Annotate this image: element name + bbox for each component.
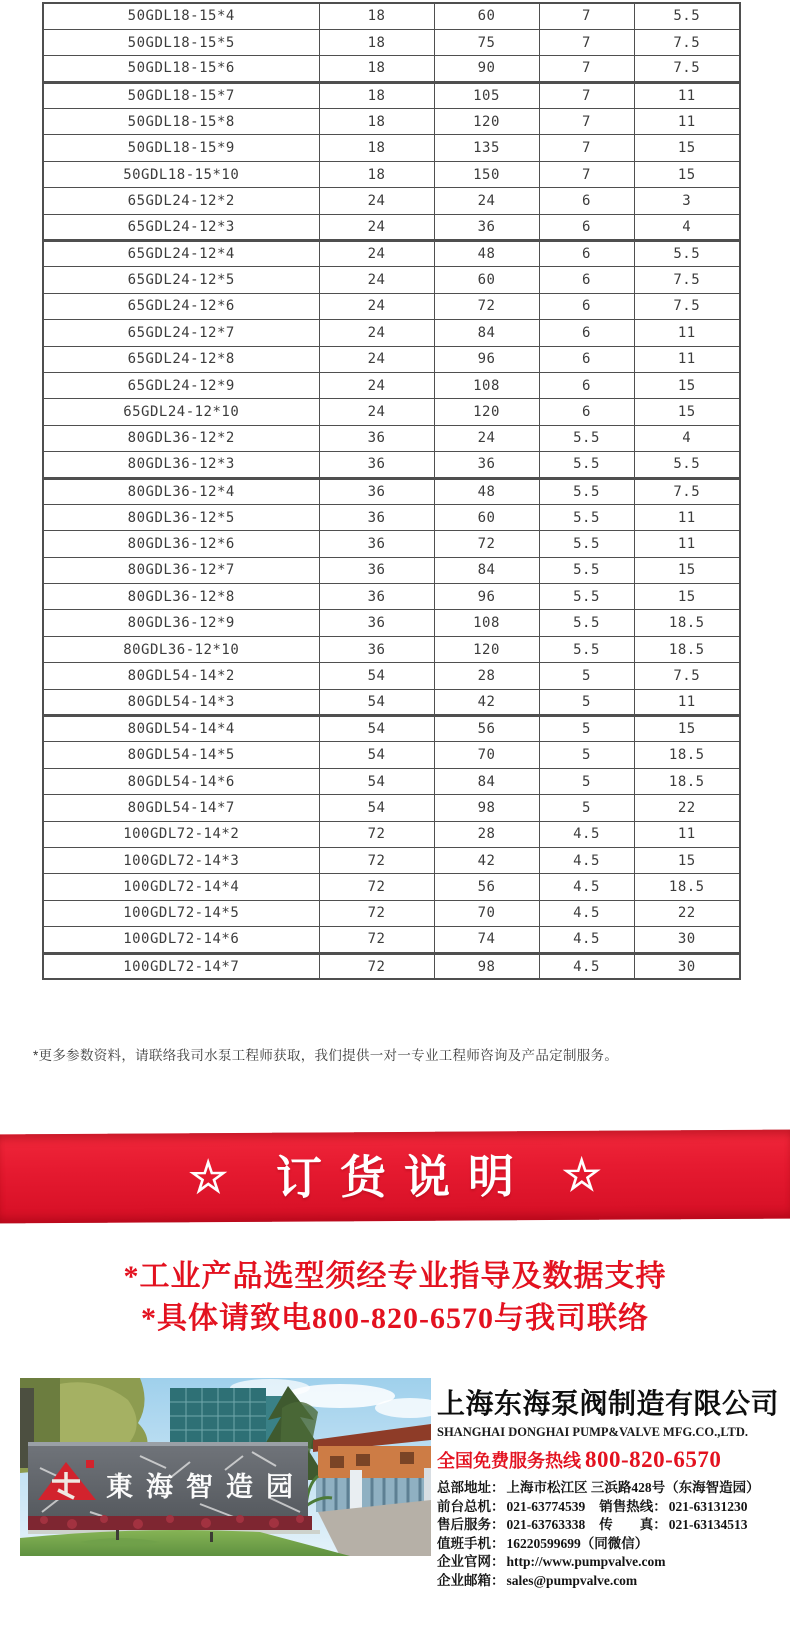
table-row [43, 848, 740, 874]
table-row [43, 584, 740, 610]
hotline-number: 800-820-6570 [585, 1447, 722, 1472]
table-cell: 15 [634, 399, 740, 425]
factory-photo-graphic [20, 1378, 431, 1556]
table-cell: 80GDL54-14*7 [43, 795, 319, 821]
table-cell: 7.5 [634, 663, 740, 689]
sign-text: 東海智造园 [106, 1472, 306, 1502]
table-row [43, 742, 740, 768]
table-cell: 4.5 [539, 874, 634, 900]
table-cell: 22 [634, 900, 740, 926]
contact-line [437, 1479, 787, 1498]
table-cell: 105 [434, 82, 539, 108]
contact-line [437, 1572, 787, 1591]
notice-block [0, 1256, 790, 1340]
contact-lines [437, 1479, 787, 1590]
table-cell: 98 [434, 795, 539, 821]
table-cell: 120 [434, 636, 539, 662]
table-cell: 65GDL24-12*4 [43, 241, 319, 267]
table-cell: 15 [634, 557, 740, 583]
notice-line: *具体请致电800-820-6570与我司联络 [141, 1302, 649, 1335]
table-row [43, 346, 740, 372]
table-cell: 56 [434, 874, 539, 900]
table-cell: 60 [434, 267, 539, 293]
table-cell: 7 [539, 109, 634, 135]
table-cell: 11 [634, 531, 740, 557]
table-cell: 24 [319, 188, 434, 214]
contact-value: 021-63131230 [668, 1498, 748, 1514]
table-row [43, 399, 740, 425]
contact-line [437, 1553, 787, 1572]
table-cell: 7.5 [634, 29, 740, 55]
table-cell: 36 [319, 452, 434, 478]
table-cell: 70 [434, 900, 539, 926]
table-cell: 5 [539, 768, 634, 794]
table-row [43, 689, 740, 715]
table-cell: 96 [434, 346, 539, 372]
table-row [43, 795, 740, 821]
website-link[interactable]: http://www.pumpvalve.com [506, 1554, 666, 1569]
table-cell: 65GDL24-12*9 [43, 372, 319, 398]
table-cell: 65GDL24-12*8 [43, 346, 319, 372]
table-cell: 54 [319, 716, 434, 742]
table-cell: 80GDL54-14*4 [43, 716, 319, 742]
table-cell: 4.5 [539, 848, 634, 874]
star-icon: ☆ [561, 1150, 602, 1200]
table-cell: 72 [319, 874, 434, 900]
table-cell: 120 [434, 109, 539, 135]
table-cell: 5.5 [539, 584, 634, 610]
contact-label: 售后服务： [437, 1517, 505, 1532]
table-cell: 6 [539, 188, 634, 214]
contact-pair [437, 1480, 760, 1495]
table-cell: 18 [319, 29, 434, 55]
table-cell: 42 [434, 848, 539, 874]
table-cell: 11 [634, 109, 740, 135]
table-cell: 5.5 [539, 504, 634, 530]
table-cell: 50GDL18-15*5 [43, 29, 319, 55]
hotline-label: 全国免费服务热线 [437, 1451, 581, 1471]
table-cell: 18.5 [634, 874, 740, 900]
table-cell: 24 [319, 241, 434, 267]
table-cell: 6 [539, 399, 634, 425]
table-cell: 7 [539, 82, 634, 108]
table-cell: 80GDL36-12*8 [43, 584, 319, 610]
contact-pair [599, 1517, 747, 1532]
table-cell: 5 [539, 689, 634, 715]
table-cell: 18.5 [634, 768, 740, 794]
table-cell: 24 [434, 425, 539, 451]
table-row [43, 478, 740, 504]
table-cell: 24 [319, 267, 434, 293]
order-banner [0, 1130, 790, 1224]
table-cell: 6 [539, 320, 634, 346]
table-cell: 84 [434, 320, 539, 346]
table-cell: 70 [434, 742, 539, 768]
table-cell: 108 [434, 372, 539, 398]
table-row [43, 372, 740, 398]
table-row [43, 56, 740, 82]
table-cell: 11 [634, 346, 740, 372]
table-cell: 100GDL72-14*6 [43, 927, 319, 953]
table-cell: 24 [319, 346, 434, 372]
contact-value: 021-63763338 [506, 1517, 586, 1532]
table-cell: 96 [434, 584, 539, 610]
table-cell: 24 [319, 214, 434, 240]
table-row [43, 293, 740, 319]
contact-pair [437, 1517, 585, 1532]
table-cell: 15 [634, 716, 740, 742]
table-cell: 4.5 [539, 953, 634, 979]
banner-title: 订货说明 [275, 1149, 533, 1204]
table-cell: 80GDL54-14*2 [43, 663, 319, 689]
table-row [43, 135, 740, 161]
table-cell: 18 [319, 3, 434, 29]
table-cell: 18.5 [634, 742, 740, 768]
table-cell: 5 [539, 716, 634, 742]
table-cell: 5.5 [539, 425, 634, 451]
table-cell: 5.5 [634, 452, 740, 478]
table-cell: 42 [434, 689, 539, 715]
table-cell: 24 [434, 188, 539, 214]
table-cell: 80GDL36-12*7 [43, 557, 319, 583]
contact-label: 值班手机： [437, 1535, 505, 1551]
table-cell: 36 [319, 636, 434, 662]
table-cell: 54 [319, 689, 434, 715]
contact-value: 021-63774539 [506, 1498, 586, 1514]
table-cell: 36 [319, 478, 434, 504]
table-cell: 80GDL36-12*10 [43, 636, 319, 662]
contact-label: 总部地址： [437, 1480, 505, 1495]
table-cell: 80GDL54-14*5 [43, 742, 319, 768]
table-cell: 50GDL18-15*8 [43, 109, 319, 135]
table-cell: 120 [434, 399, 539, 425]
table-cell: 72 [319, 848, 434, 874]
table-cell: 74 [434, 927, 539, 953]
contact-label: 企业邮箱： [437, 1572, 505, 1588]
table-cell: 7.5 [634, 478, 740, 504]
table-cell: 36 [319, 531, 434, 557]
table-cell: 5 [539, 742, 634, 768]
contact-line [437, 1516, 787, 1535]
table-cell: 72 [319, 953, 434, 979]
table-row [43, 610, 740, 636]
table-cell: 36 [319, 557, 434, 583]
table-cell: 100GDL72-14*5 [43, 900, 319, 926]
table-cell: 90 [434, 56, 539, 82]
email-link[interactable]: sales@pumpvalve.com [506, 1572, 638, 1588]
table-cell: 80GDL54-14*3 [43, 689, 319, 715]
table-row [43, 29, 740, 55]
table-cell: 5.5 [539, 478, 634, 504]
table-row [43, 900, 740, 926]
table-cell: 24 [319, 293, 434, 319]
table-cell: 30 [634, 953, 740, 979]
table-cell: 80GDL36-12*2 [43, 425, 319, 451]
table-cell: 7.5 [634, 267, 740, 293]
table-cell: 100GDL72-14*2 [43, 821, 319, 847]
table-cell: 28 [434, 663, 539, 689]
table-row [43, 636, 740, 662]
table-cell: 65GDL24-12*10 [43, 399, 319, 425]
table-cell: 28 [434, 821, 539, 847]
table-cell: 72 [319, 900, 434, 926]
table-cell: 6 [539, 346, 634, 372]
table-cell: 80GDL36-12*9 [43, 610, 319, 636]
table-cell: 18 [319, 161, 434, 187]
table-row [43, 927, 740, 953]
table-cell: 135 [434, 135, 539, 161]
service-hotline [437, 1447, 787, 1473]
factory-photo [20, 1378, 431, 1556]
table-cell: 75 [434, 29, 539, 55]
table-cell: 36 [319, 584, 434, 610]
table-row [43, 874, 740, 900]
table-cell: 22 [634, 795, 740, 821]
contact-pair [437, 1536, 648, 1551]
contact-value: 16220599699（同微信） [506, 1535, 649, 1551]
table-cell: 80GDL36-12*6 [43, 531, 319, 557]
table-cell: 4.5 [539, 927, 634, 953]
table-cell: 7 [539, 29, 634, 55]
company-name-en: SHANGHAI DONGHAI PUMP&VALVE MFG.CO.,LTD. [437, 1425, 749, 1439]
table-cell: 6 [539, 372, 634, 398]
table-cell: 65GDL24-12*6 [43, 293, 319, 319]
star-icon: ☆ [188, 1152, 229, 1202]
table-cell: 65GDL24-12*2 [43, 188, 319, 214]
table-cell: 15 [634, 848, 740, 874]
table-cell: 50GDL18-15*4 [43, 3, 319, 29]
table-cell: 84 [434, 557, 539, 583]
table-cell: 50GDL18-15*7 [43, 82, 319, 108]
table-row [43, 82, 740, 108]
table-cell: 80GDL36-12*5 [43, 504, 319, 530]
table-cell: 36 [319, 504, 434, 530]
table-cell: 6 [539, 214, 634, 240]
table-cell: 100GDL72-14*4 [43, 874, 319, 900]
table-cell: 5.5 [539, 557, 634, 583]
table-cell: 18 [319, 82, 434, 108]
table-row [43, 504, 740, 530]
table-row [43, 531, 740, 557]
table-row [43, 320, 740, 346]
table-cell: 98 [434, 953, 539, 979]
notice-line: *工业产品选型须经专业指导及数据支持 [123, 1260, 667, 1293]
table-cell: 100GDL72-14*3 [43, 848, 319, 874]
table-cell: 15 [634, 372, 740, 398]
table-cell: 18 [319, 56, 434, 82]
table-row [43, 109, 740, 135]
table-row [43, 214, 740, 240]
table-cell: 15 [634, 161, 740, 187]
table-row [43, 821, 740, 847]
table-cell: 5.5 [539, 531, 634, 557]
contact-pair [599, 1499, 747, 1514]
table-row [43, 188, 740, 214]
table-cell: 60 [434, 3, 539, 29]
table-cell: 54 [319, 742, 434, 768]
table-row [43, 452, 740, 478]
table-cell: 48 [434, 478, 539, 504]
table-row [43, 768, 740, 794]
table-cell: 50GDL18-15*10 [43, 161, 319, 187]
table-cell: 7 [539, 56, 634, 82]
table-cell: 7.5 [634, 56, 740, 82]
table-row [43, 241, 740, 267]
table-cell: 65GDL24-12*3 [43, 214, 319, 240]
table-cell: 50GDL18-15*9 [43, 135, 319, 161]
spec-table-body [43, 3, 740, 979]
table-cell: 7 [539, 135, 634, 161]
table-cell: 6 [539, 293, 634, 319]
table-cell: 150 [434, 161, 539, 187]
table-cell: 30 [634, 927, 740, 953]
table-cell: 65GDL24-12*7 [43, 320, 319, 346]
contact-value: 021-63134513 [668, 1517, 748, 1532]
table-cell: 18.5 [634, 636, 740, 662]
table-cell: 24 [319, 372, 434, 398]
table-cell: 7 [539, 161, 634, 187]
table-cell: 80GDL36-12*3 [43, 452, 319, 478]
table-cell: 54 [319, 663, 434, 689]
table-row [43, 161, 740, 187]
footnote: *更多参数资料，请联络我司水泵工程师获取，我们提供一对一专业工程师咨询及产品定制服务。 [33, 1048, 619, 1063]
table-cell: 72 [319, 821, 434, 847]
table-cell: 5 [539, 663, 634, 689]
table-cell: 72 [319, 927, 434, 953]
table-row [43, 953, 740, 979]
contact-line [437, 1498, 787, 1517]
table-cell: 54 [319, 795, 434, 821]
table-cell: 36 [434, 452, 539, 478]
table-cell: 7.5 [634, 293, 740, 319]
table-cell: 54 [319, 768, 434, 794]
table-cell: 18.5 [634, 610, 740, 636]
table-cell: 6 [539, 267, 634, 293]
table-cell: 5.5 [634, 241, 740, 267]
table-cell: 15 [634, 135, 740, 161]
table-cell: 7 [539, 3, 634, 29]
company-contact [437, 1382, 787, 1590]
contact-label: 销售热线： [599, 1498, 667, 1514]
contact-label: 企业官网： [437, 1554, 505, 1569]
contact-value: 上海市松江区 三浜路428号（东海智造园） [506, 1480, 760, 1495]
table-cell: 56 [434, 716, 539, 742]
contact-label: 传 真： [599, 1517, 667, 1532]
table-cell: 80GDL36-12*4 [43, 478, 319, 504]
table-cell: 36 [434, 214, 539, 240]
table-cell: 18 [319, 135, 434, 161]
table-cell: 80GDL54-14*6 [43, 768, 319, 794]
table-cell: 6 [539, 241, 634, 267]
contact-pair [437, 1573, 637, 1588]
table-cell: 11 [634, 82, 740, 108]
table-row [43, 425, 740, 451]
table-cell: 4 [634, 425, 740, 451]
spec-table [42, 2, 741, 980]
table-cell: 5.5 [539, 636, 634, 662]
table-cell: 5.5 [539, 452, 634, 478]
contact-line [437, 1535, 787, 1554]
table-row [43, 663, 740, 689]
table-cell: 60 [434, 504, 539, 530]
table-cell: 100GDL72-14*7 [43, 953, 319, 979]
table-cell: 50GDL18-15*6 [43, 56, 319, 82]
table-cell: 5 [539, 795, 634, 821]
table-row [43, 3, 740, 29]
table-cell: 11 [634, 821, 740, 847]
contact-pair [437, 1554, 666, 1569]
table-cell: 72 [434, 531, 539, 557]
table-row [43, 716, 740, 742]
table-row [43, 557, 740, 583]
table-cell: 36 [319, 425, 434, 451]
contact-label: 前台总机： [437, 1498, 505, 1514]
table-cell: 4.5 [539, 900, 634, 926]
table-cell: 4.5 [539, 821, 634, 847]
table-cell: 48 [434, 241, 539, 267]
table-row [43, 267, 740, 293]
table-cell: 108 [434, 610, 539, 636]
company-name-cn: 上海东海泵阀制造有限公司 [437, 1388, 780, 1419]
table-cell: 72 [434, 293, 539, 319]
table-cell: 4 [634, 214, 740, 240]
table-cell: 84 [434, 768, 539, 794]
table-cell: 5.5 [539, 610, 634, 636]
table-cell: 3 [634, 188, 740, 214]
table-cell: 11 [634, 504, 740, 530]
table-cell: 15 [634, 584, 740, 610]
contact-pair [437, 1499, 585, 1514]
table-cell: 11 [634, 320, 740, 346]
table-cell: 11 [634, 689, 740, 715]
table-cell: 36 [319, 610, 434, 636]
table-cell: 18 [319, 109, 434, 135]
table-cell: 5.5 [634, 3, 740, 29]
table-cell: 24 [319, 399, 434, 425]
table-cell: 24 [319, 320, 434, 346]
table-cell: 65GDL24-12*5 [43, 267, 319, 293]
